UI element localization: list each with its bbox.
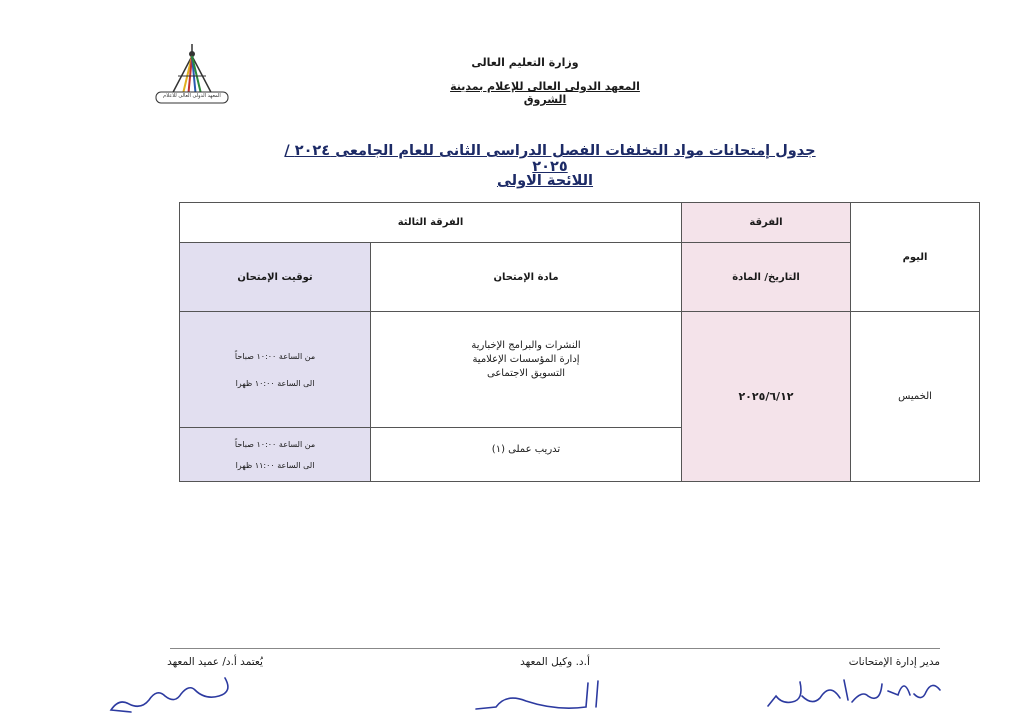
time-to: الى الساعة ١١:٠٠ ظهرا xyxy=(235,460,315,470)
dean-label: يُعتمد أ.د/ عميد المعهد xyxy=(167,656,263,668)
page-title: جدول إمتحانات مواد التخلفات الفصل الدراسى الثانى للعام الجامعى ٢٠٢٤ / ٢٠٢٥ xyxy=(284,143,816,175)
dean-signature xyxy=(105,668,245,713)
vice-dean-signature xyxy=(470,675,610,715)
institute-name: المعهد الدولى العالى للإعلام بمدينة الشروق xyxy=(450,80,640,106)
exams-manager-signature xyxy=(760,670,950,715)
header-date-subject xyxy=(681,242,851,312)
footer-divider xyxy=(170,648,940,649)
header-group-label: الفرقة xyxy=(749,217,783,228)
time-to: الى الساعة ١٠:٠٠ ظهرا xyxy=(235,378,315,388)
time-from: من الساعة ١٠:٠٠ صباحاً xyxy=(234,439,316,449)
day-value: الخميس xyxy=(898,391,932,402)
table-row-1-time xyxy=(179,311,371,428)
date-value: ٢٠٢٥/٦/١٢ xyxy=(738,390,794,403)
table-row-1-subjects xyxy=(370,311,682,428)
subject-item: النشرات والبرامج الإخبارية xyxy=(471,340,581,351)
time-from: من الساعة ١٠:٠٠ صباحاً xyxy=(234,351,316,361)
ministry-name: وزارة التعليم العالى xyxy=(471,56,579,69)
subject-item: تدريب عملى (١) xyxy=(491,444,561,455)
subject-item: إدارة المؤسسات الإعلامية xyxy=(472,354,580,365)
vice-dean-label: أ.د. وكيل المعهد xyxy=(520,656,590,668)
header-subject-label: مادة الإمتحان xyxy=(493,271,559,283)
day-cell xyxy=(850,311,980,482)
table-row-2-subjects xyxy=(370,427,682,482)
group-name-label: الفرقة الثالثة xyxy=(397,217,464,228)
date-cell xyxy=(681,311,851,482)
header-day-label: اليوم xyxy=(902,251,928,263)
exams-manager-label: مدير إدارة الإمتحانات xyxy=(848,656,940,668)
header-group xyxy=(681,202,851,243)
header-date-subject-label: التاريخ/ المادة xyxy=(732,271,800,283)
header-group-name xyxy=(179,202,682,243)
header-time-label: توقيت الإمتحان xyxy=(237,271,313,283)
page-subtitle: اللائحة الاولى xyxy=(496,173,594,189)
header-subject xyxy=(370,242,682,312)
header-day xyxy=(850,202,980,312)
table-row-2-time xyxy=(179,427,371,482)
subject-item: التسويق الاجتماعى xyxy=(486,368,566,379)
header-time xyxy=(179,242,371,312)
logo-caption: المعهد الدولى العالى للاعلام xyxy=(163,93,221,99)
